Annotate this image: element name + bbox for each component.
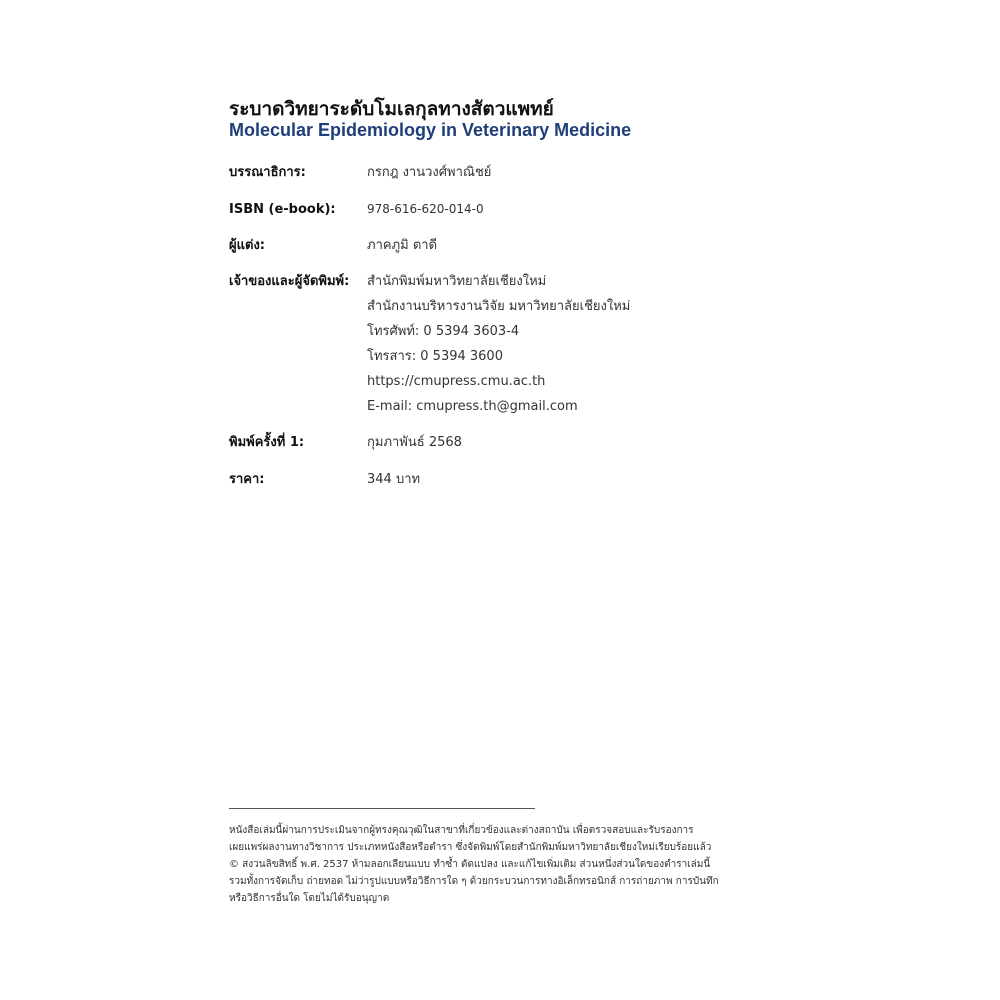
editor-label: บรรณาธิการ: [229, 165, 306, 180]
publisher-website: https://cmupress.cmu.ac.th [367, 374, 546, 389]
editor-value: กรกฎ งานวงศ์พาณิชย์ [367, 165, 492, 180]
publisher-fax: โทรสาร: 0 5394 3600 [367, 349, 503, 364]
copyright-line: รวมทั้งการจัดเก็บ ถ่ายทอด ไม่ว่ารูปแบบหรือวิธีการใด ๆ ด้วยกระบวนการทางอิเล็กทรอนิกส์ การถ่ายภาพ การบันทึก [229, 876, 719, 887]
book-title-english: Molecular Epidemiology in Veterinary Medicine [229, 120, 632, 140]
edition-value: กุมภาพันธ์ 2568 [367, 435, 462, 450]
copyright-line: หรือวิธีการอื่นใด โดยไม่ได้รับอนุญาต [229, 893, 390, 904]
author-value: ภาคภูมิ ตาดี [367, 238, 438, 253]
footnote-divider [229, 808, 535, 809]
publisher-email: E-mail: cmupress.th@gmail.com [367, 399, 578, 414]
peer-review-line: เผยแพร่ผลงานทางวิชาการ ประเภทหนังสือหรือตำรา ซึ่งจัดพิมพ์โดยสำนักพิมพ์มหาวิทยาลัยเชียงใหม่เรียบร้อยแล้ว [229, 842, 712, 853]
copyright-line: © สงวนลิขสิทธิ์ พ.ศ. 2537 ห้ามลอกเลียนแบบ ทำซ้ำ ดัดแปลง และแก้ไขเพิ่มเติม ส่วนหนึ่งส่วนใดของตำราเล่มนี้ [229, 859, 711, 870]
isbn-value: 978-616-620-014-0 [367, 202, 484, 216]
book-title-thai: ระบาดวิทยาระดับโมเลกุลทางสัตวแพทย์ [229, 98, 554, 120]
author-label: ผู้แต่ง: [229, 238, 265, 253]
publisher-office: สำนักงานบริหารงานวิจัย มหาวิทยาลัยเชียงใหม่ [367, 299, 631, 314]
edition-label: พิมพ์ครั้งที่ 1: [229, 435, 305, 450]
peer-review-statement [229, 822, 769, 856]
isbn-label: ISBN (e-book): [229, 202, 336, 217]
price-value: 344 บาท [367, 472, 421, 487]
publisher-phone: โทรศัพท์: 0 5394 3603-4 [367, 324, 520, 339]
publisher-info [367, 269, 787, 419]
publisher-name: สำนักพิมพ์มหาวิทยาลัยเชียงใหม่ [367, 274, 547, 289]
publisher-label: เจ้าของและผู้จัดพิมพ์: [229, 274, 350, 289]
copyright-notice [229, 856, 769, 907]
footnote [229, 822, 769, 907]
peer-review-line: หนังสือเล่มนี้ผ่านการประเมินจากผู้ทรงคุณวุฒิในสาขาที่เกี่ยวข้องและต่างสถาบัน เพื่อตรวจสอบและรับรองการ [229, 825, 694, 836]
price-label: ราคา: [229, 472, 265, 487]
